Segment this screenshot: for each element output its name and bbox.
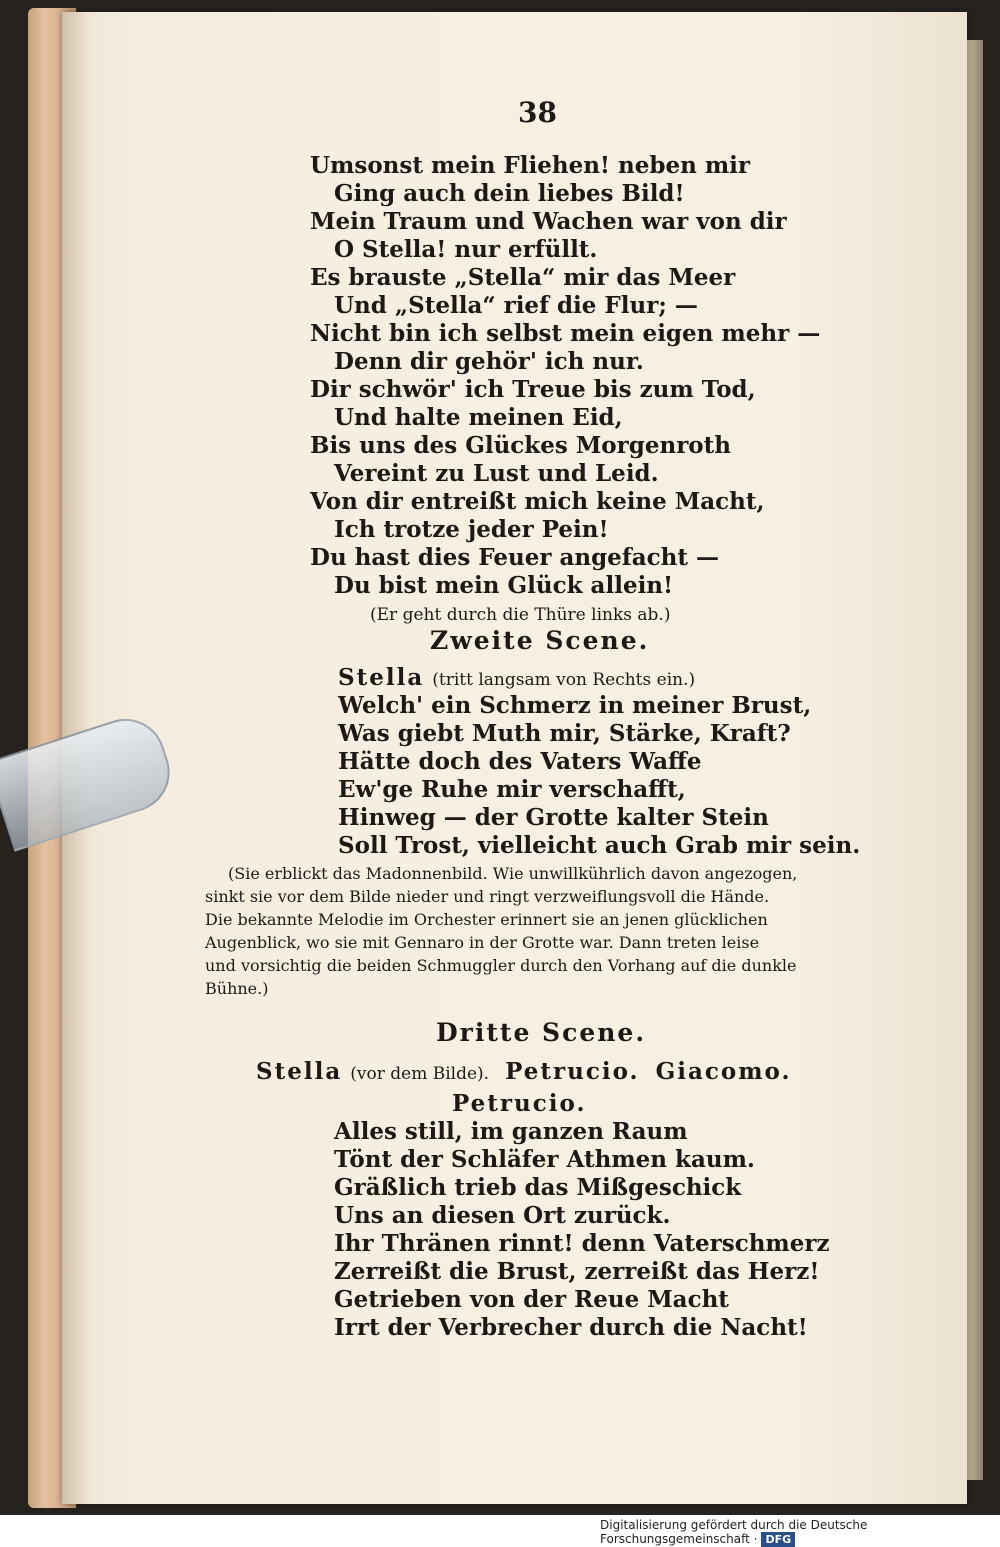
verse-line: Ew'ge Ruhe mir verschafft,	[338, 776, 686, 803]
verse-line: Soll Trost, vielleicht auch Grab mir sein.	[338, 832, 861, 859]
verse-line: Umsonst mein Fliehen! neben mir	[310, 152, 751, 179]
page-number: 38	[518, 96, 557, 129]
verse-line: Hinweg — der Grotte kalter Stein	[338, 804, 769, 831]
stage-direction-line: Augenblick, wo sie mit Gennaro in der Grotte war. Dann treten leise	[205, 933, 760, 952]
stage-direction: (Er geht durch die Thüre links ab.)	[370, 605, 671, 625]
stage-direction-line: sinkt sie vor dem Bilde nieder und ringt verzweiflungsvoll die Hände.	[205, 887, 770, 906]
scene-heading: Zweite Scene.	[430, 626, 650, 655]
verse-line: Du hast dies Feuer angefacht —	[310, 544, 719, 571]
verse-line: Ihr Thränen rinnt! denn Vaterschmerz	[334, 1230, 830, 1257]
verse-line: Getrieben von der Reue Macht	[334, 1286, 729, 1313]
verse-line: Hätte doch des Vaters Waffe	[338, 748, 702, 775]
verse-line: Dir schwör' ich Treue bis zum Tod,	[310, 376, 756, 403]
verse-line: Und „Stella“ rief die Flur; —	[334, 292, 698, 319]
verse-line: Nicht bin ich selbst mein eigen mehr —	[310, 320, 821, 347]
stage-direction-line: Bühne.)	[205, 979, 269, 998]
book-right-edge	[967, 40, 983, 1480]
verse-line: Was giebt Muth mir, Stärke, Kraft?	[338, 720, 791, 747]
footer-credit	[600, 1518, 1000, 1547]
verse-line: Von dir entreißt mich keine Macht,	[310, 488, 765, 515]
verse-line: Es brauste „Stella“ mir das Meer	[310, 264, 736, 291]
cast-stella: Stella	[256, 1058, 343, 1085]
verse-line: Vereint zu Lust und Leid.	[334, 460, 659, 487]
verse-line: Tönt der Schläfer Athmen kaum.	[334, 1146, 755, 1173]
verse-line: Bis uns des Glückes Morgenroth	[310, 432, 731, 459]
verse-line: Du bist mein Glück allein!	[334, 572, 674, 599]
verse-line: Welch' ein Schmerz in meiner Brust,	[338, 692, 812, 719]
verse-line: Zerreißt die Brust, zerreißt das Herz!	[334, 1258, 820, 1285]
dfg-logo: DFG	[761, 1532, 795, 1547]
stage-direction-line: und vorsichtig die beiden Schmuggler durch den Vorhang auf die dunkle	[205, 956, 797, 975]
cast-petrucio: Petrucio.	[505, 1058, 640, 1085]
scene-heading: Dritte Scene.	[436, 1018, 647, 1047]
verse-line: Uns an diesen Ort zurück.	[334, 1202, 671, 1229]
verse-line: Gräßlich trieb das Mißgeschick	[334, 1174, 742, 1201]
verse-line: O Stella! nur erfüllt.	[334, 236, 598, 263]
verse-line: Mein Traum und Wachen war von dir	[310, 208, 787, 235]
verse-line: Denn dir gehör' ich nur.	[334, 348, 644, 375]
stage-direction-line: Die bekannte Melodie im Orchester erinnert sie an jenen glücklichen	[205, 910, 768, 929]
stage-direction: (tritt langsam von Rechts ein.)	[432, 670, 696, 690]
footer-text: Digitalisierung gefördert durch die Deutsche Forschungsgemeinschaft ·	[600, 1518, 868, 1546]
verse-line: Und halte meinen Eid,	[334, 404, 623, 431]
verse-line: Ging auch dein liebes Bild!	[334, 180, 685, 207]
stage-direction: (vor dem Bilde).	[350, 1064, 490, 1084]
verse-line: Irrt der Verbrecher durch die Nacht!	[334, 1314, 808, 1341]
stage-direction-line: (Sie erblickt das Madonnenbild. Wie unwillkührlich davon angezogen,	[228, 864, 798, 883]
verse-line: Alles still, im ganzen Raum	[334, 1118, 688, 1145]
speaker-name: Stella	[338, 664, 425, 691]
verse-line: Ich trotze jeder Pein!	[334, 516, 609, 543]
cast-list	[256, 1058, 792, 1088]
cast-giacomo: Giacomo.	[655, 1058, 792, 1085]
speaker-name: Petrucio.	[452, 1090, 587, 1117]
